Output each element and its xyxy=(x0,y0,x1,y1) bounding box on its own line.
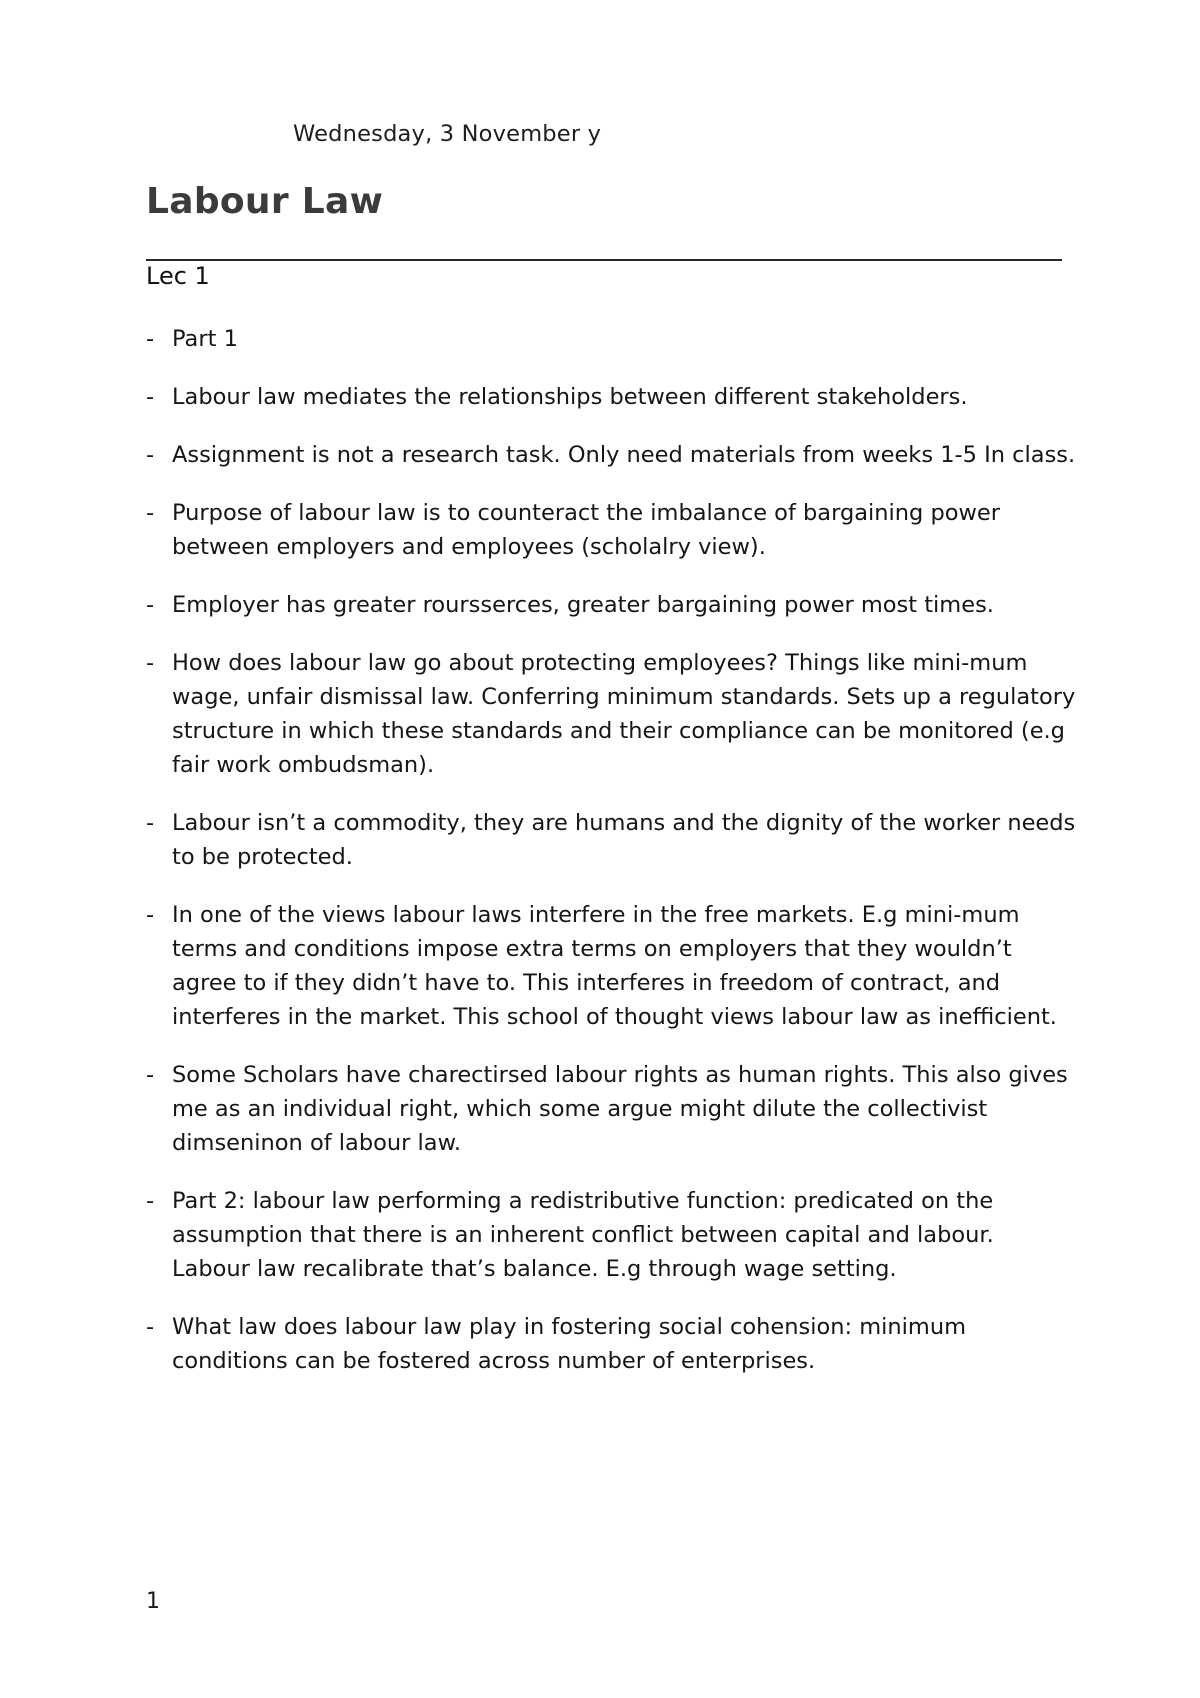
notes-list xyxy=(146,322,1076,1402)
note-text: Some Scholars have charectirsed labour rights as human rights. This also gives me as an individual right, which some argue might dilute the collectivist dimseninon of labour law. xyxy=(172,1062,1068,1156)
bullet-dash: - xyxy=(146,326,155,352)
bullet-dash: - xyxy=(146,442,155,468)
page-number: 1 xyxy=(146,1589,160,1614)
lecture-subtitle: Lec 1 xyxy=(146,262,210,290)
note-text: Employer has greater roursserces, greater bargaining power most times. xyxy=(172,592,994,618)
note-text: Purpose of labour law is to counteract the imbalance of bargaining power between employers and employees (scholalry view). xyxy=(172,500,1001,560)
list-item xyxy=(146,806,1076,874)
list-item xyxy=(146,1058,1076,1160)
bullet-dash: - xyxy=(146,1062,155,1088)
date-header: Wednesday, 3 November y xyxy=(293,121,602,147)
list-item xyxy=(146,588,1076,622)
title-divider xyxy=(146,259,1062,261)
bullet-dash: - xyxy=(146,810,155,836)
list-item xyxy=(146,322,1076,356)
list-item xyxy=(146,380,1076,414)
list-item xyxy=(146,438,1076,472)
note-text: How does labour law go about protecting employees? Things like mini-mum wage, unfair dismissal law. Conferring minimum standards. Sets up a regulatory structure in which these standards and their compliance can be monitored (e.g fair work ombudsman). xyxy=(172,650,1076,778)
list-item xyxy=(146,1184,1076,1286)
bullet-dash: - xyxy=(146,650,155,676)
note-text: Labour law mediates the relationships between different stakeholders. xyxy=(172,384,968,410)
bullet-dash: - xyxy=(146,1188,155,1214)
note-text: In one of the views labour laws interfere in the free markets. E.g mini-mum terms and conditions impose extra terms on employers that they wouldn’t agree to if they didn’t have to. This interferes in freedom of contract, and interferes in the market. This school of thought views labour law as inefficient. xyxy=(172,902,1057,1030)
note-text: What law does labour law play in fostering social cohension: minimum conditions can be fostered across number of enterprises. xyxy=(172,1314,967,1374)
note-text: Part 2: labour law performing a redistributive function: predicated on the assumption that there is an inherent conflict between capital and labour. Labour law recalibrate that’s balance. E.g through wage setting. xyxy=(172,1188,994,1282)
bullet-dash: - xyxy=(146,1314,155,1340)
list-item xyxy=(146,898,1076,1034)
bullet-dash: - xyxy=(146,384,155,410)
list-item xyxy=(146,496,1076,564)
note-text: Assignment is not a research task. Only need materials from weeks 1-5 In class. xyxy=(172,442,1076,468)
bullet-dash: - xyxy=(146,592,155,618)
list-item xyxy=(146,646,1076,782)
note-text: Labour isn’t a commodity, they are humans and the dignity of the worker needs to be protected. xyxy=(172,810,1076,870)
list-item xyxy=(146,1310,1076,1378)
note-text: Part 1 xyxy=(172,326,238,352)
bullet-dash: - xyxy=(146,902,155,928)
page-title: Labour Law xyxy=(146,181,384,222)
bullet-dash: - xyxy=(146,500,155,526)
